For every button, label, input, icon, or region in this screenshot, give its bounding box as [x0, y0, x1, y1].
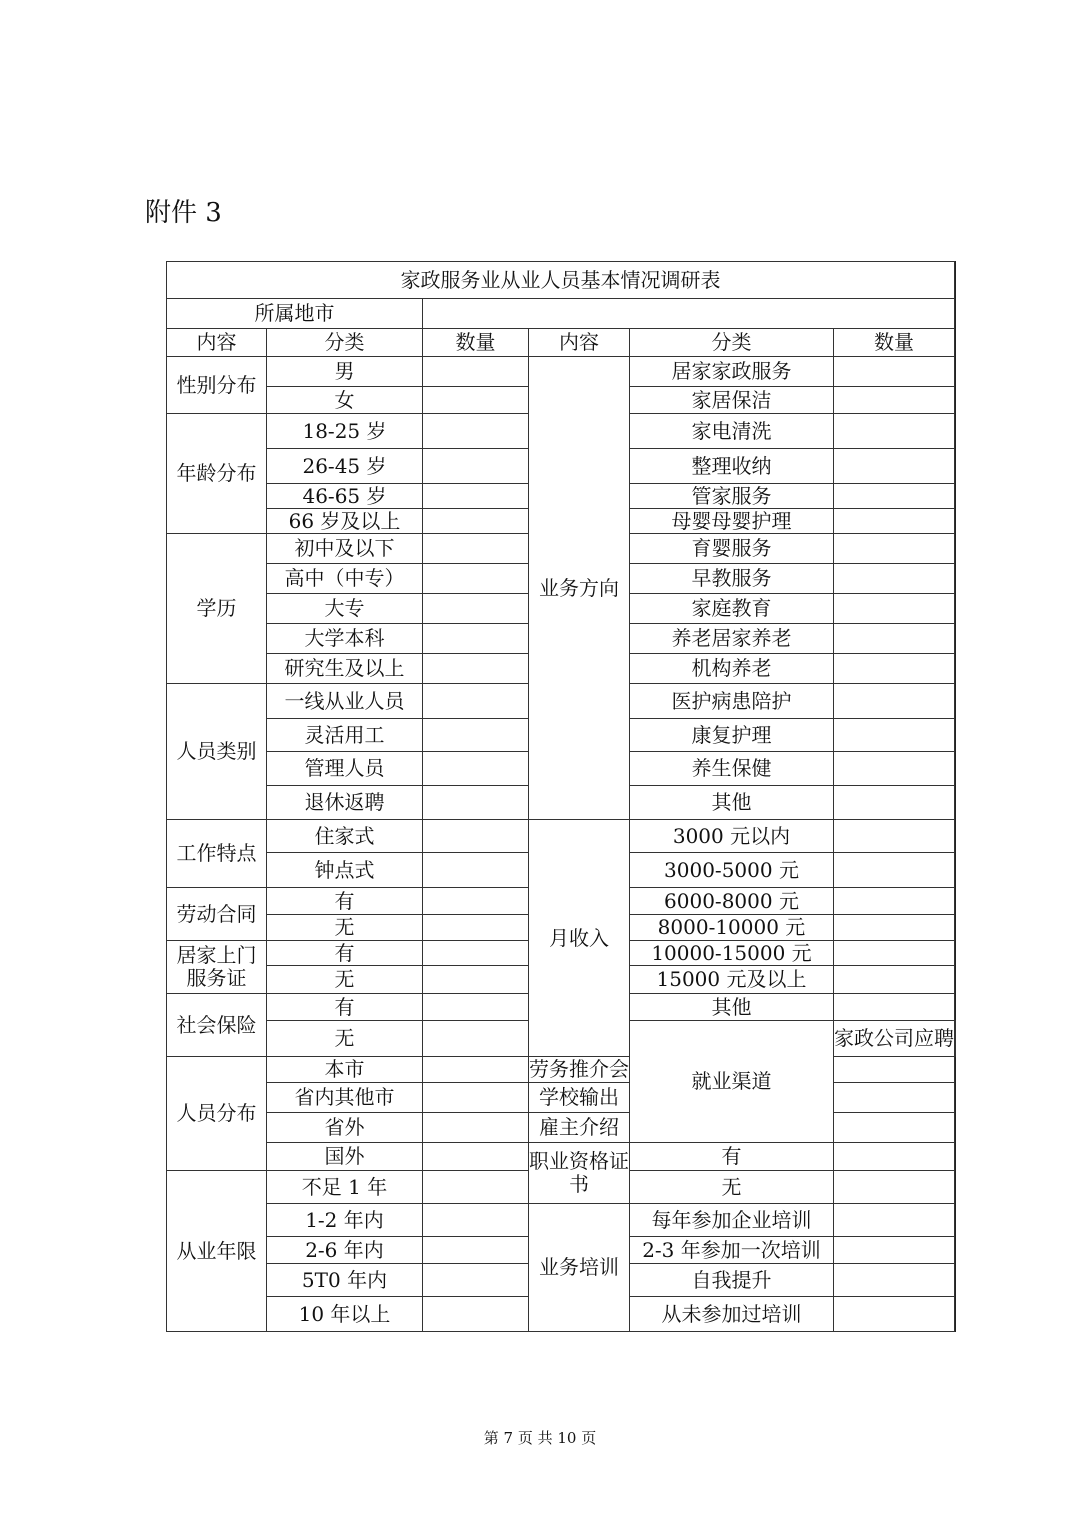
quantity-cell[interactable]: [423, 752, 529, 786]
training-item: 从未参加过培训: [630, 1297, 834, 1332]
quantity-cell[interactable]: [423, 387, 529, 414]
qualification-label: 职业资格证书: [529, 1143, 630, 1204]
education-item: 大学本科: [267, 624, 423, 654]
quantity-cell[interactable]: [423, 915, 529, 941]
contract-label: 劳动合同: [167, 888, 267, 941]
quantity-cell[interactable]: [423, 594, 529, 624]
business-label: 业务方向: [529, 357, 630, 820]
service-cert-label: 居家上门服务证: [167, 941, 267, 994]
quantity-cell[interactable]: [423, 509, 529, 534]
education-item: 研究生及以上: [267, 654, 423, 684]
years-item: 10 年以上: [267, 1297, 423, 1332]
contract-item: 有: [267, 888, 423, 915]
business-item: 家电清洗: [630, 414, 834, 449]
quantity-cell[interactable]: [834, 941, 955, 966]
age-item: 46-65 岁: [267, 484, 423, 509]
quantity-cell[interactable]: [834, 1113, 955, 1143]
gender-item: 女: [267, 387, 423, 414]
city-label: 所属地市: [167, 299, 423, 329]
quantity-cell[interactable]: [423, 684, 529, 719]
education-item: 高中（中专）: [267, 564, 423, 594]
service-cert-item: 有: [267, 941, 423, 966]
quantity-cell[interactable]: [423, 1021, 529, 1057]
quantity-cell[interactable]: [423, 564, 529, 594]
quantity-cell[interactable]: [423, 624, 529, 654]
quantity-cell[interactable]: [423, 414, 529, 449]
income-item: 10000-15000 元: [630, 941, 834, 966]
origin-item: 省内其他市: [267, 1083, 423, 1113]
business-item: 康复护理: [630, 719, 834, 752]
page-footer: 第 7 页 共 10 页: [483, 1429, 597, 1447]
insurance-label: 社会保险: [167, 994, 267, 1057]
business-item: 居家家政服务: [630, 357, 834, 387]
quantity-cell[interactable]: [423, 853, 529, 888]
staff-type-label: 人员类别: [167, 684, 267, 820]
gender-label: 性别分布: [167, 357, 267, 414]
business-item: 管家服务: [630, 484, 834, 509]
quantity-cell[interactable]: [834, 752, 955, 786]
quantity-cell[interactable]: [423, 786, 529, 820]
channel-item: 家政公司应聘: [834, 1021, 955, 1057]
quantity-cell[interactable]: [423, 1297, 529, 1332]
education-item: 初中及以下: [267, 534, 423, 564]
age-label: 年龄分布: [167, 414, 267, 534]
contract-item: 无: [267, 915, 423, 941]
quantity-cell[interactable]: [423, 994, 529, 1021]
channel-item: 学校输出: [529, 1083, 630, 1113]
quantity-cell[interactable]: [834, 484, 955, 509]
staff-type-item: 退休返聘: [267, 786, 423, 820]
quantity-cell[interactable]: [423, 1204, 529, 1237]
qualification-item: 有: [630, 1143, 834, 1171]
quantity-cell[interactable]: [834, 564, 955, 594]
quantity-cell[interactable]: [834, 915, 955, 941]
age-item: 66 岁及以上: [267, 509, 423, 534]
insurance-item: 无: [267, 1021, 423, 1057]
age-item: 26-45 岁: [267, 449, 423, 484]
quantity-cell[interactable]: [834, 357, 955, 387]
qualification-item: 无: [630, 1171, 834, 1204]
business-item: 医护病患陪护: [630, 684, 834, 719]
quantity-cell[interactable]: [423, 484, 529, 509]
training-item: 2-3 年参加一次培训: [630, 1237, 834, 1264]
years-item: 2-6 年内: [267, 1237, 423, 1264]
income-label: 月收入: [529, 820, 630, 1057]
work-mode-item: 住家式: [267, 820, 423, 853]
quantity-cell[interactable]: [423, 719, 529, 752]
channel-item: 雇主介绍: [529, 1113, 630, 1143]
quantity-cell[interactable]: [834, 1083, 955, 1113]
quantity-cell[interactable]: [423, 888, 529, 915]
business-item: 整理收纳: [630, 449, 834, 484]
work-mode-item: 钟点式: [267, 853, 423, 888]
age-item: 18-25 岁: [267, 414, 423, 449]
income-item: 6000-8000 元: [630, 888, 834, 915]
origin-label: 人员分布: [167, 1057, 267, 1171]
header-left-quantity: 数量: [423, 329, 529, 357]
staff-type-item: 管理人员: [267, 752, 423, 786]
quantity-cell[interactable]: [423, 1057, 529, 1083]
attachment-label: 附件 3: [145, 198, 222, 228]
gender-item: 男: [267, 357, 423, 387]
quantity-cell[interactable]: [423, 1171, 529, 1204]
quantity-cell[interactable]: [423, 1083, 529, 1113]
survey-table: [166, 261, 956, 1332]
header-left-category: 分类: [267, 329, 423, 357]
quantity-cell[interactable]: [834, 1237, 955, 1264]
training-label: 业务培训: [529, 1204, 630, 1332]
header-right-quantity: 数量: [834, 329, 955, 357]
quantity-cell[interactable]: [834, 1057, 955, 1083]
quantity-cell[interactable]: [834, 449, 955, 484]
quantity-cell[interactable]: [423, 820, 529, 853]
header-left-content: 内容: [167, 329, 267, 357]
quantity-cell[interactable]: [834, 1264, 955, 1297]
training-item: 每年参加企业培训: [630, 1204, 834, 1237]
quantity-cell[interactable]: [834, 1204, 955, 1237]
quantity-cell[interactable]: [834, 1297, 955, 1332]
quantity-cell[interactable]: [834, 719, 955, 752]
years-item: 5T0 年内: [267, 1264, 423, 1297]
quantity-cell[interactable]: [834, 888, 955, 915]
quantity-cell[interactable]: [834, 994, 955, 1021]
channel-item: 劳务推介会: [529, 1057, 629, 1081]
staff-type-item: 一线从业人员: [267, 684, 423, 719]
quantity-cell[interactable]: [423, 534, 529, 564]
income-item: 8000-10000 元: [630, 915, 834, 941]
service-cert-item: 无: [267, 966, 423, 994]
years-item: 不足 1 年: [267, 1171, 423, 1204]
quantity-cell[interactable]: [834, 534, 955, 564]
origin-item: 国外: [267, 1143, 423, 1171]
quantity-cell[interactable]: [423, 1264, 529, 1297]
quantity-cell[interactable]: [423, 357, 529, 387]
quantity-cell[interactable]: [834, 966, 955, 994]
years-item: 1-2 年内: [267, 1204, 423, 1237]
channel-label: 就业渠道: [630, 1021, 834, 1143]
origin-item: 本市: [267, 1057, 423, 1083]
quantity-cell[interactable]: [423, 1143, 529, 1171]
business-item: 家居保洁: [630, 387, 834, 414]
quantity-cell[interactable]: [834, 820, 955, 853]
city-input[interactable]: [423, 299, 955, 329]
quantity-cell[interactable]: [423, 966, 529, 994]
business-item: 养老居家养老: [630, 624, 834, 654]
quantity-cell[interactable]: [834, 594, 955, 624]
quantity-cell[interactable]: [834, 853, 955, 888]
insurance-item: 有: [267, 994, 423, 1021]
quantity-cell[interactable]: [834, 624, 955, 654]
origin-item: 省外: [267, 1113, 423, 1143]
quantity-cell[interactable]: [834, 509, 955, 534]
training-item: 自我提升: [630, 1264, 834, 1297]
income-item: 3000 元以内: [630, 820, 834, 853]
header-right-content: 内容: [529, 329, 630, 357]
income-item: 3000-5000 元: [630, 853, 834, 888]
quantity-cell[interactable]: [955, 1021, 956, 1057]
quantity-cell[interactable]: [423, 1113, 529, 1143]
quantity-cell[interactable]: [423, 1237, 529, 1264]
quantity-cell[interactable]: [834, 684, 955, 719]
quantity-cell[interactable]: [834, 414, 955, 449]
business-item: 其他: [630, 786, 834, 820]
income-item: 其他: [630, 994, 834, 1021]
quantity-cell[interactable]: [423, 654, 529, 684]
quantity-cell[interactable]: [834, 387, 955, 414]
business-item: 机构养老: [630, 654, 834, 684]
education-item: 大专: [267, 594, 423, 624]
staff-type-item: 灵活用工: [267, 719, 423, 752]
quantity-cell[interactable]: [834, 1143, 955, 1171]
header-right-category: 分类: [630, 329, 834, 357]
quantity-cell[interactable]: [423, 941, 529, 966]
business-item: 母婴母婴护理: [630, 509, 834, 534]
quantity-cell[interactable]: [834, 1171, 955, 1204]
business-item: 家庭教育: [630, 594, 834, 624]
business-item: 养生保健: [630, 752, 834, 786]
education-label: 学历: [167, 534, 267, 684]
quantity-cell[interactable]: [834, 654, 955, 684]
quantity-cell[interactable]: [834, 786, 955, 820]
table-title: 家政服务业从业人员基本情况调研表: [167, 262, 955, 299]
quantity-cell[interactable]: [423, 449, 529, 484]
work-mode-label: 工作特点: [167, 820, 267, 888]
income-item: 15000 元及以上: [630, 966, 834, 994]
business-item: 育婴服务: [630, 534, 834, 564]
business-item: 早教服务: [630, 564, 834, 594]
years-label: 从业年限: [167, 1171, 267, 1332]
